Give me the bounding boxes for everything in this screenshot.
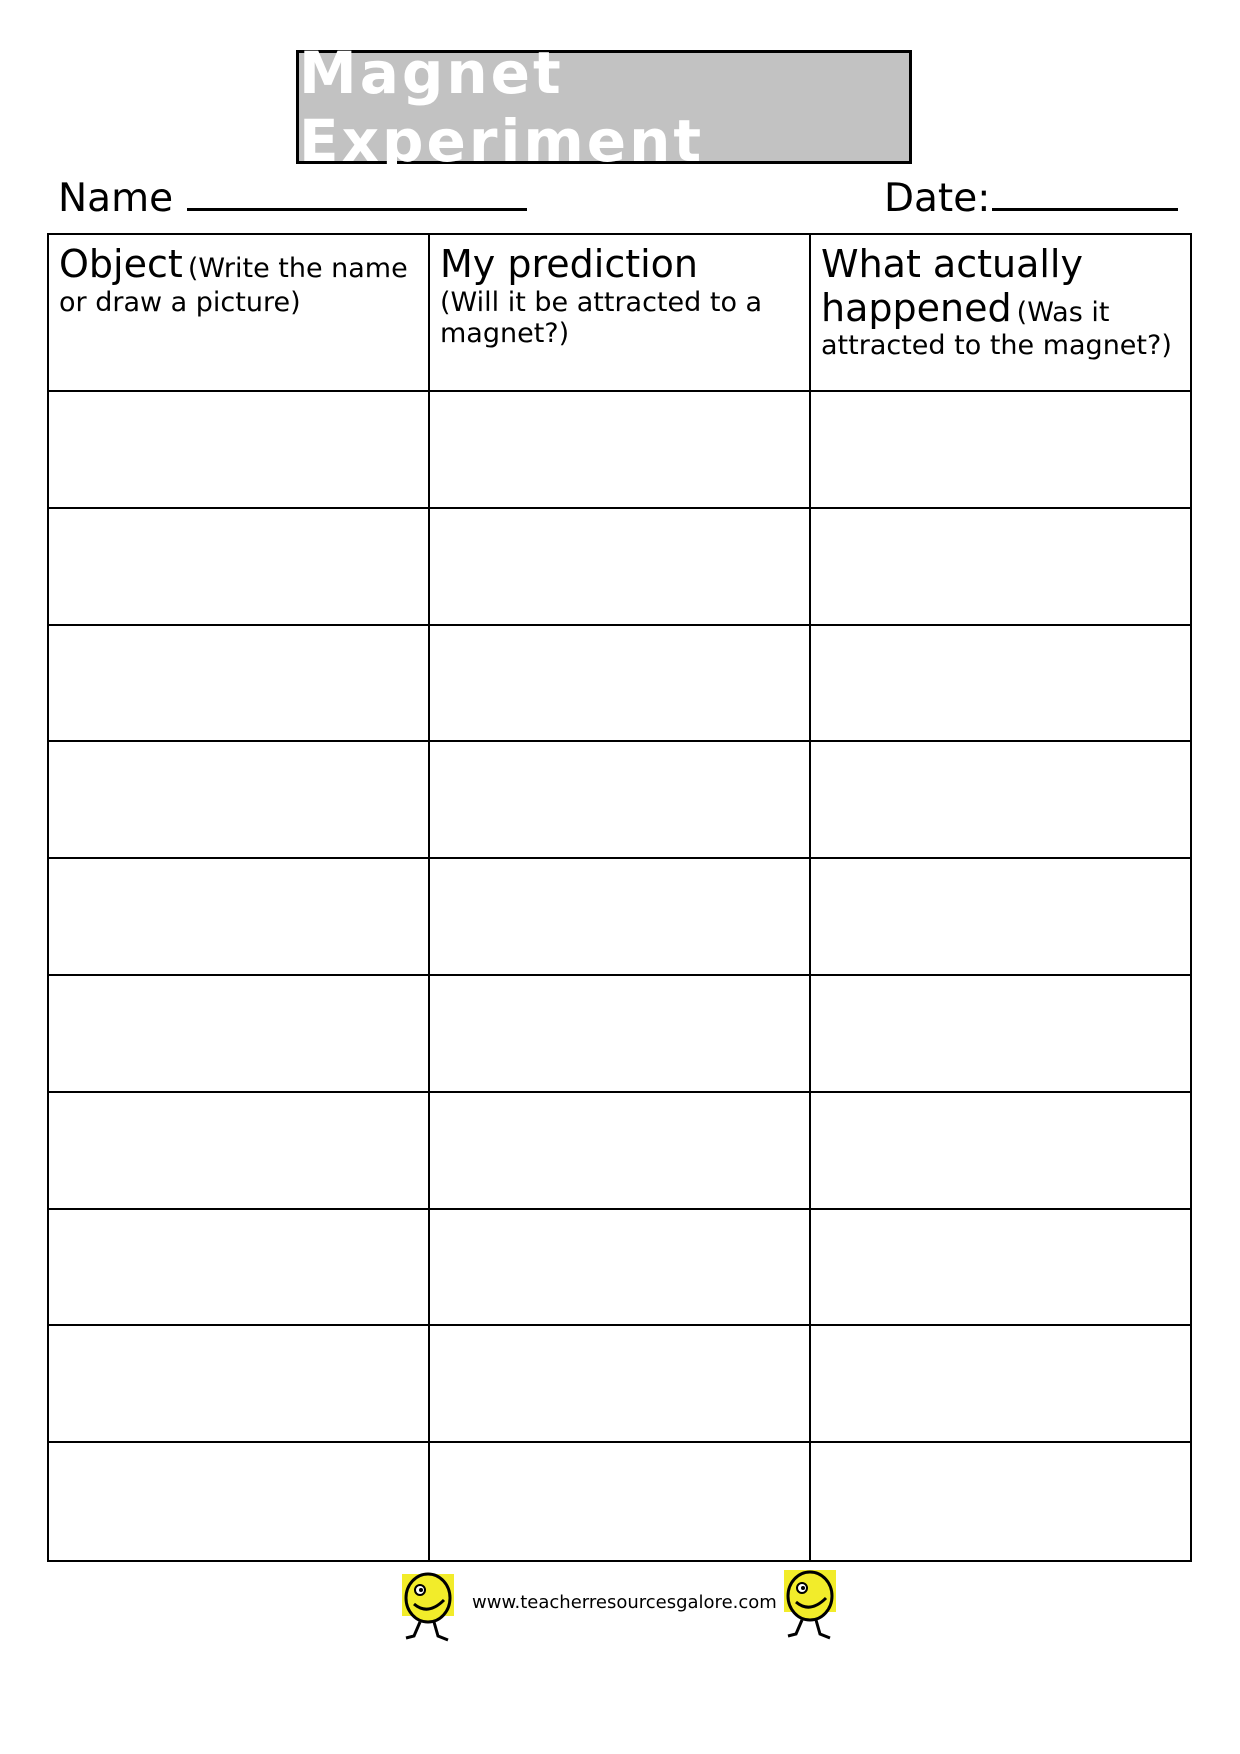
date-label: Date:: [884, 176, 991, 221]
result-cell[interactable]: [811, 626, 1190, 743]
header-prediction-title: My prediction: [440, 242, 699, 286]
prediction-cell[interactable]: [430, 626, 811, 743]
object-cell[interactable]: [49, 859, 430, 976]
object-cell[interactable]: [49, 976, 430, 1093]
prediction-cell[interactable]: [430, 392, 811, 509]
result-cell[interactable]: [811, 1443, 1190, 1560]
prediction-cell[interactable]: [430, 1443, 811, 1560]
prediction-cell[interactable]: [430, 1210, 811, 1327]
result-cell[interactable]: [811, 742, 1190, 859]
result-cell[interactable]: [811, 392, 1190, 509]
object-cell[interactable]: [49, 1093, 430, 1210]
header-result: [811, 235, 1190, 392]
title-box: [296, 39, 912, 175]
page-title: Magnet Experiment: [299, 39, 705, 175]
header-result-note: (Was it attracted to the magnet?): [821, 296, 1172, 362]
object-cell[interactable]: [49, 1326, 430, 1443]
date-field: [884, 176, 1178, 221]
name-blank-line[interactable]: [187, 180, 527, 211]
result-cell[interactable]: [811, 1326, 1190, 1443]
header-object: [49, 235, 430, 392]
header-object-title: Object: [59, 242, 183, 286]
header-prediction: [430, 235, 811, 392]
footer: [400, 1568, 860, 1652]
result-cell[interactable]: [811, 509, 1190, 626]
smiley-mascot-icon: [780, 1568, 838, 1652]
prediction-cell[interactable]: [430, 1093, 811, 1210]
header-object-note: (Write the name or draw a picture): [59, 253, 408, 318]
name-label: Name: [58, 176, 174, 221]
object-cell[interactable]: [49, 1210, 430, 1327]
result-cell[interactable]: [811, 976, 1190, 1093]
footer-url[interactable]: www.teacherresourcesgalore.com: [472, 1592, 777, 1613]
object-cell[interactable]: [49, 392, 430, 509]
prediction-cell[interactable]: [430, 976, 811, 1093]
object-cell[interactable]: [49, 1443, 430, 1560]
name-field: [58, 176, 527, 221]
prediction-cell[interactable]: [430, 859, 811, 976]
prediction-cell[interactable]: [430, 742, 811, 859]
result-cell[interactable]: [811, 1093, 1190, 1210]
object-cell[interactable]: [49, 626, 430, 743]
header-result-title: What actually happened: [821, 242, 1083, 330]
result-cell[interactable]: [811, 1210, 1190, 1327]
prediction-cell[interactable]: [430, 509, 811, 626]
experiment-table: [47, 233, 1192, 1562]
object-cell[interactable]: [49, 509, 430, 626]
smiley-mascot-icon: [400, 1570, 458, 1654]
date-blank-line[interactable]: [992, 180, 1178, 211]
result-cell[interactable]: [811, 859, 1190, 976]
header-prediction-note: (Will it be attracted to a magnet?): [440, 286, 763, 349]
prediction-cell[interactable]: [430, 1326, 811, 1443]
object-cell[interactable]: [49, 742, 430, 859]
